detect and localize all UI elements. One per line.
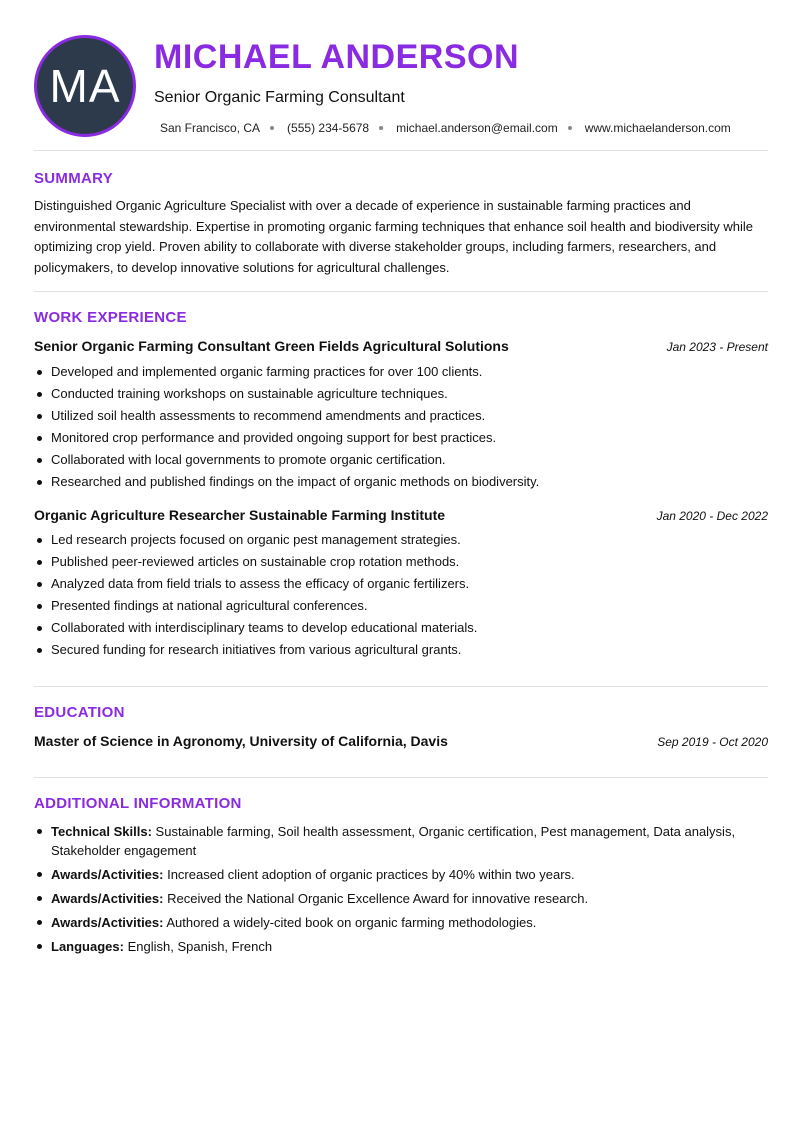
list-item bbox=[34, 889, 768, 908]
section-divider bbox=[34, 686, 768, 687]
separator-dot-icon bbox=[379, 126, 383, 130]
resume-header bbox=[34, 0, 768, 150]
contact-location: San Francisco, CA bbox=[160, 121, 261, 135]
info-label: Languages: bbox=[51, 939, 124, 954]
avatar bbox=[34, 35, 136, 137]
additional-heading: ADDITIONAL INFORMATION bbox=[34, 795, 242, 812]
contact-bar bbox=[160, 121, 731, 135]
section-divider bbox=[34, 777, 768, 778]
list-item bbox=[34, 865, 768, 884]
info-text: Authored a widely-cited book on organic farming methodologies. bbox=[166, 915, 537, 930]
list-item: Monitored crop performance and provided ongoing support for best practices. bbox=[34, 427, 768, 449]
info-text: Received the National Organic Excellence Award for innovative research. bbox=[167, 891, 589, 906]
list-item: Collaborated with interdisciplinary teams to develop educational materials. bbox=[34, 617, 768, 639]
list-item: Developed and implemented organic farming practices for over 100 clients. bbox=[34, 361, 768, 383]
degree-title: Master of Science in Agronomy, University of California, Davis bbox=[34, 733, 448, 749]
job-bullets bbox=[34, 361, 768, 493]
job-dates: Jan 2020 - Dec 2022 bbox=[656, 509, 768, 523]
list-item bbox=[34, 937, 768, 956]
candidate-name: MICHAEL ANDERSON bbox=[154, 38, 520, 76]
list-item bbox=[34, 913, 768, 932]
job-header bbox=[34, 338, 768, 354]
job-title: Organic Agriculture Researcher Sustainable Farming Institute bbox=[34, 507, 446, 523]
education-entry bbox=[34, 733, 768, 749]
info-text: Sustainable farming, Soil health assessment, Organic certification, Pest management, Data analysis, Stakeholder engagement bbox=[51, 824, 736, 858]
info-text: English, Spanish, French bbox=[127, 939, 273, 954]
job-header bbox=[34, 507, 768, 523]
education-heading: EDUCATION bbox=[34, 704, 125, 721]
info-label: Awards/Activities: bbox=[51, 915, 164, 930]
separator-dot-icon bbox=[270, 126, 274, 130]
summary-text: Distinguished Organic Agriculture Specialist with over a decade of experience in sustainable farming practices and environmental stewardship. Expertise in promoting organic farming techniques that enhance soil health and biodiversity while optimizing crop yield. Proven ability to collaborate with diverse stakeholder groups, including farmers, researchers, and policymakers, to develop innovative solutions for agricultural challenges. bbox=[34, 198, 754, 275]
info-label: Technical Skills: bbox=[51, 824, 152, 839]
contact-email[interactable]: michael.anderson@email.com bbox=[396, 121, 558, 135]
separator-dot-icon bbox=[568, 126, 572, 130]
list-item bbox=[34, 822, 768, 860]
contact-phone[interactable]: (555) 234-5678 bbox=[287, 121, 370, 135]
experience-heading: WORK EXPERIENCE bbox=[34, 309, 187, 326]
list-item: Secured funding for research initiatives from various agricultural grants. bbox=[34, 639, 768, 661]
section-divider bbox=[34, 291, 768, 292]
job-title: Senior Organic Farming Consultant Green Fields Agricultural Solutions bbox=[34, 338, 509, 354]
job-dates: Jan 2023 - Present bbox=[666, 340, 768, 354]
candidate-headline: Senior Organic Farming Consultant bbox=[154, 89, 405, 106]
info-label: Awards/Activities: bbox=[51, 891, 164, 906]
contact-website[interactable]: www.michaelanderson.com bbox=[584, 121, 731, 135]
summary-heading: SUMMARY bbox=[34, 170, 114, 187]
list-item: Utilized soil health assessments to recommend amendments and practices. bbox=[34, 405, 768, 427]
education-dates: Sep 2019 - Oct 2020 bbox=[657, 735, 768, 749]
list-item: Collaborated with local governments to promote organic certification. bbox=[34, 449, 768, 471]
additional-list bbox=[34, 822, 768, 961]
section-divider bbox=[34, 150, 768, 151]
list-item: Analyzed data from field trials to assess the efficacy of organic fertilizers. bbox=[34, 573, 768, 595]
list-item: Led research projects focused on organic pest management strategies. bbox=[34, 529, 768, 551]
info-text: Increased client adoption of organic practices by 40% within two years. bbox=[167, 867, 575, 882]
list-item: Presented findings at national agricultural conferences. bbox=[34, 595, 768, 617]
info-label: Awards/Activities: bbox=[51, 867, 164, 882]
avatar-initials: MA bbox=[49, 60, 121, 112]
resume-page bbox=[34, 0, 768, 954]
list-item: Researched and published findings on the impact of organic methods on biodiversity. bbox=[34, 471, 768, 493]
job-bullets bbox=[34, 529, 768, 661]
list-item: Published peer-reviewed articles on sustainable crop rotation methods. bbox=[34, 551, 768, 573]
list-item: Conducted training workshops on sustainable agriculture techniques. bbox=[34, 383, 768, 405]
